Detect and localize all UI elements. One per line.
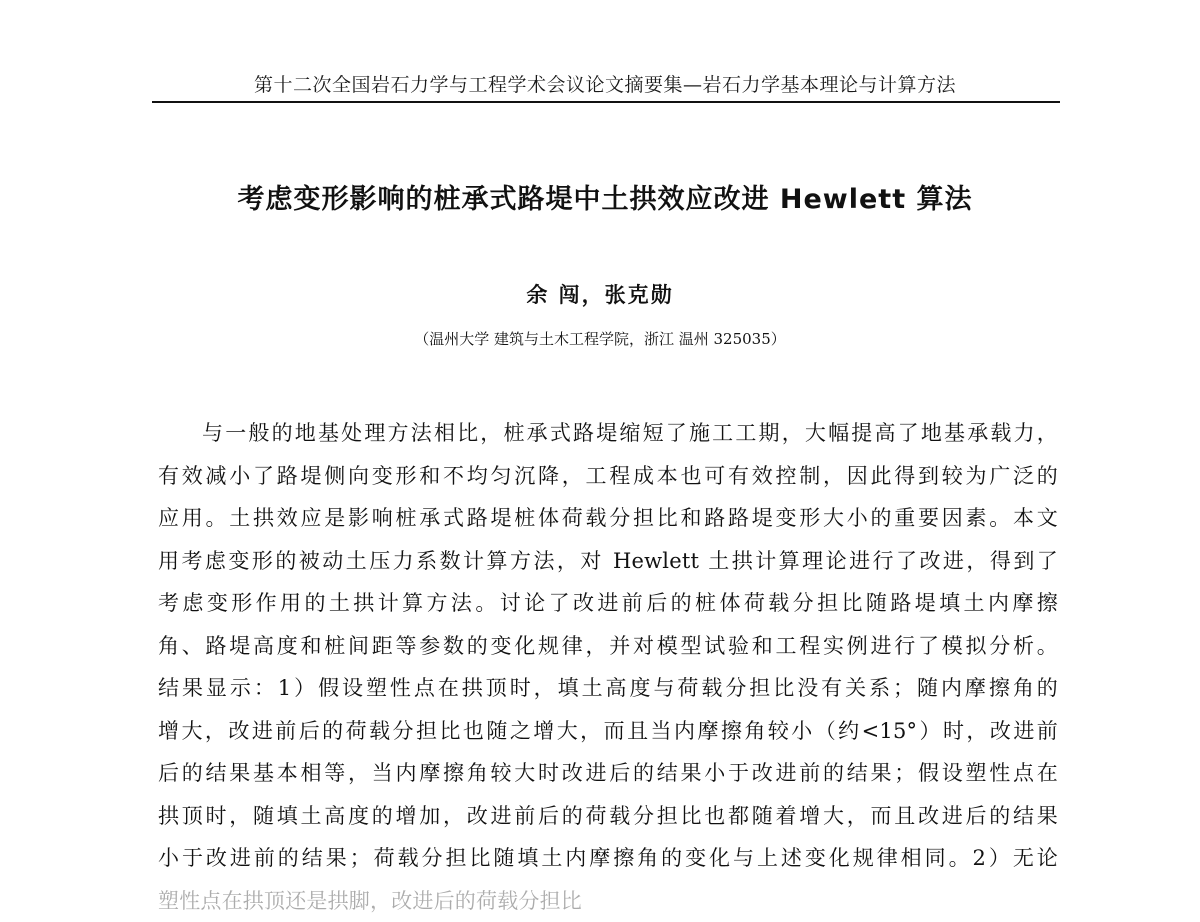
abstract-line: 拱顶时，随填土高度的增加，改进前后的荷载分担比也都随着增大，而且改进后的结果 [158, 795, 1058, 838]
article-title: 考虑变形影响的桩承式路堤中土拱效应改进 Hewlett 算法 [100, 178, 1110, 222]
running-header: 第十二次全国岩石力学与工程学术会议论文摘要集—岩石力学基本理论与计算方法 [152, 70, 1058, 100]
abstract-line: 应用。土拱效应是影响桩承式路堤桩体荷载分担比和路路堤变形大小的重要因素。本文 [158, 497, 1058, 540]
abstract-body [158, 412, 1058, 922]
abstract-line: 与一般的地基处理方法相比，桩承式路堤缩短了施工工期，大幅提高了地基承载力， [158, 412, 1058, 455]
abstract-line-clipped: 塑性点在拱顶还是拱脚，改进后的荷载分担比 [158, 880, 1058, 922]
abstract-line: 增大，改进前后的荷载分担比也随之增大，而且当内摩擦角较小（约<15°）时，改进前 [158, 710, 1058, 753]
abstract-line: 后的结果基本相等，当内摩擦角较大时改进后的结果小于改进前的结果；假设塑性点在 [158, 752, 1058, 795]
abstract-line: 用考虑变形的被动土压力系数计算方法，对 Hewlett 土拱计算理论进行了改进，得到了 [158, 540, 1058, 583]
header-rule [152, 101, 1060, 103]
abstract-line: 角、路堤高度和桩间距等参数的变化规律，并对模型试验和工程实例进行了模拟分析。 [158, 625, 1058, 668]
author-affiliation: （温州大学 建筑与土木工程学院，浙江 温州 325035） [250, 326, 950, 352]
article-authors: 余 闯，张克勋 [300, 278, 900, 312]
abstract-line: 小于改进前的结果；荷载分担比随填土内摩擦角的变化与上述变化规律相同。2）无论 [158, 837, 1058, 880]
abstract-line: 考虑变形作用的土拱计算方法。讨论了改进前后的桩体荷载分担比随路堤填土内摩擦 [158, 582, 1058, 625]
abstract-line: 有效减小了路堤侧向变形和不均匀沉降，工程成本也可有效控制，因此得到较为广泛的 [158, 455, 1058, 498]
abstract-line: 结果显示：1）假设塑性点在拱顶时，填土高度与荷载分担比没有关系；随内摩擦角的 [158, 667, 1058, 710]
